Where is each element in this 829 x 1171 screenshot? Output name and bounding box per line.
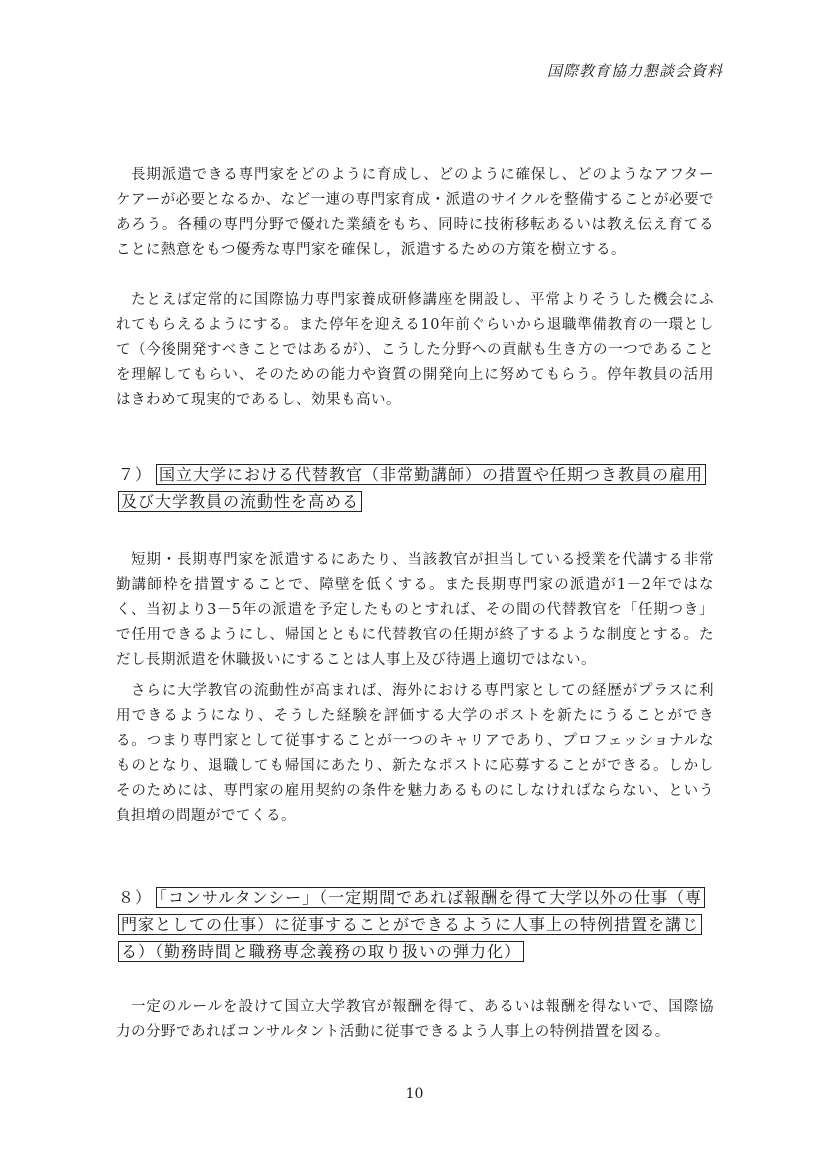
section-number-8: ８） <box>118 888 153 907</box>
paragraph-substitute-lecturer: 短期・長期専門家を派遣するにあたり、当該教官が担当している授業を代講する非常勤講師枠を措置することで、障壁を低くする。また長期専門家の派遣が1－2年ではなく、当初より3－5年の派遣を予定したものとすれば、その間の代替教官を「任期つき」で任用できるようにし、帰国とともに代替教官の任期が終了するような制度とする。ただし長期派遣を休職扱いにすることは人事上及び待遇上適切ではない。 <box>116 552 714 668</box>
section-heading-7 <box>118 461 718 515</box>
section-heading-8 <box>118 884 718 965</box>
page-number: 10 <box>405 1086 424 1102</box>
paragraph-faculty-mobility: さらに大学教官の流動性が高まれば、海外における専門家としての経歴がプラスに利用できるようになり、そうした経験を評価する大学のポストを新たにうることができる。つまり専門家として従事することが一つのキャリアであり、プロフェッショナルなものとなり、退職しても帰国にあたり、新たなポストに応募することができる。しかしそのためには、専門家の雇用契約の条件を魅力あるものにしなければならない、という負担増の問題がでてくる。 <box>116 683 714 824</box>
paragraph-expert-training: 長期派遣できる専門家をどのように育成し、どのように確保し、どのようなアフターケアーが必要となるか、など一連の専門家育成・派遣のサイクルを整備することが必要であろう。各種の専門分野で優れた業績をもち、同時に技術移転あるいは教え伝え育てることに熱意をもつ優秀な専門家を確保し，派遣するための方策を樹立する。 <box>116 167 714 258</box>
section-title-7: 国立大学における代替教官（非常勤講師）の措置や任期つき教員の雇用及び大学教員の流動性を高める <box>118 464 706 512</box>
section-number-7: ７） <box>118 465 153 484</box>
section-title-8: 「コンサルタンシー」（一定期間であれば報酬を得て大学以外の仕事（専門家としての仕事）に従事することができるように人事上の特例措置を講じる）（勤務時間と職務専念義務の取り扱いの弾力化） <box>118 887 705 962</box>
paragraph-training-course: たとえば定常的に国際協力専門家養成研修講座を開設し、平常よりそうした機会にふれてもらえるようにする。また停年を迎える10年前ぐらいから退職準備教育の一環として（今後開発すべきことではあるが）、こうした分野への貢献も生き方の一つであることを理解してもらい、そのための能力や資質の開発向上に努めてもらう。停年教員の活用はきわめて現実的であるし、効果も高い。 <box>116 292 714 408</box>
document-header-title: 国際教育協力懇談会資料 <box>546 62 723 80</box>
paragraph-consultancy: 一定のルールを設けて国立大学教官が報酬を得て、あるいは報酬を得ないで、国際協力の分野であればコンサルタント活動に従事できるよう人事上の特例措置を図る。 <box>116 999 714 1040</box>
